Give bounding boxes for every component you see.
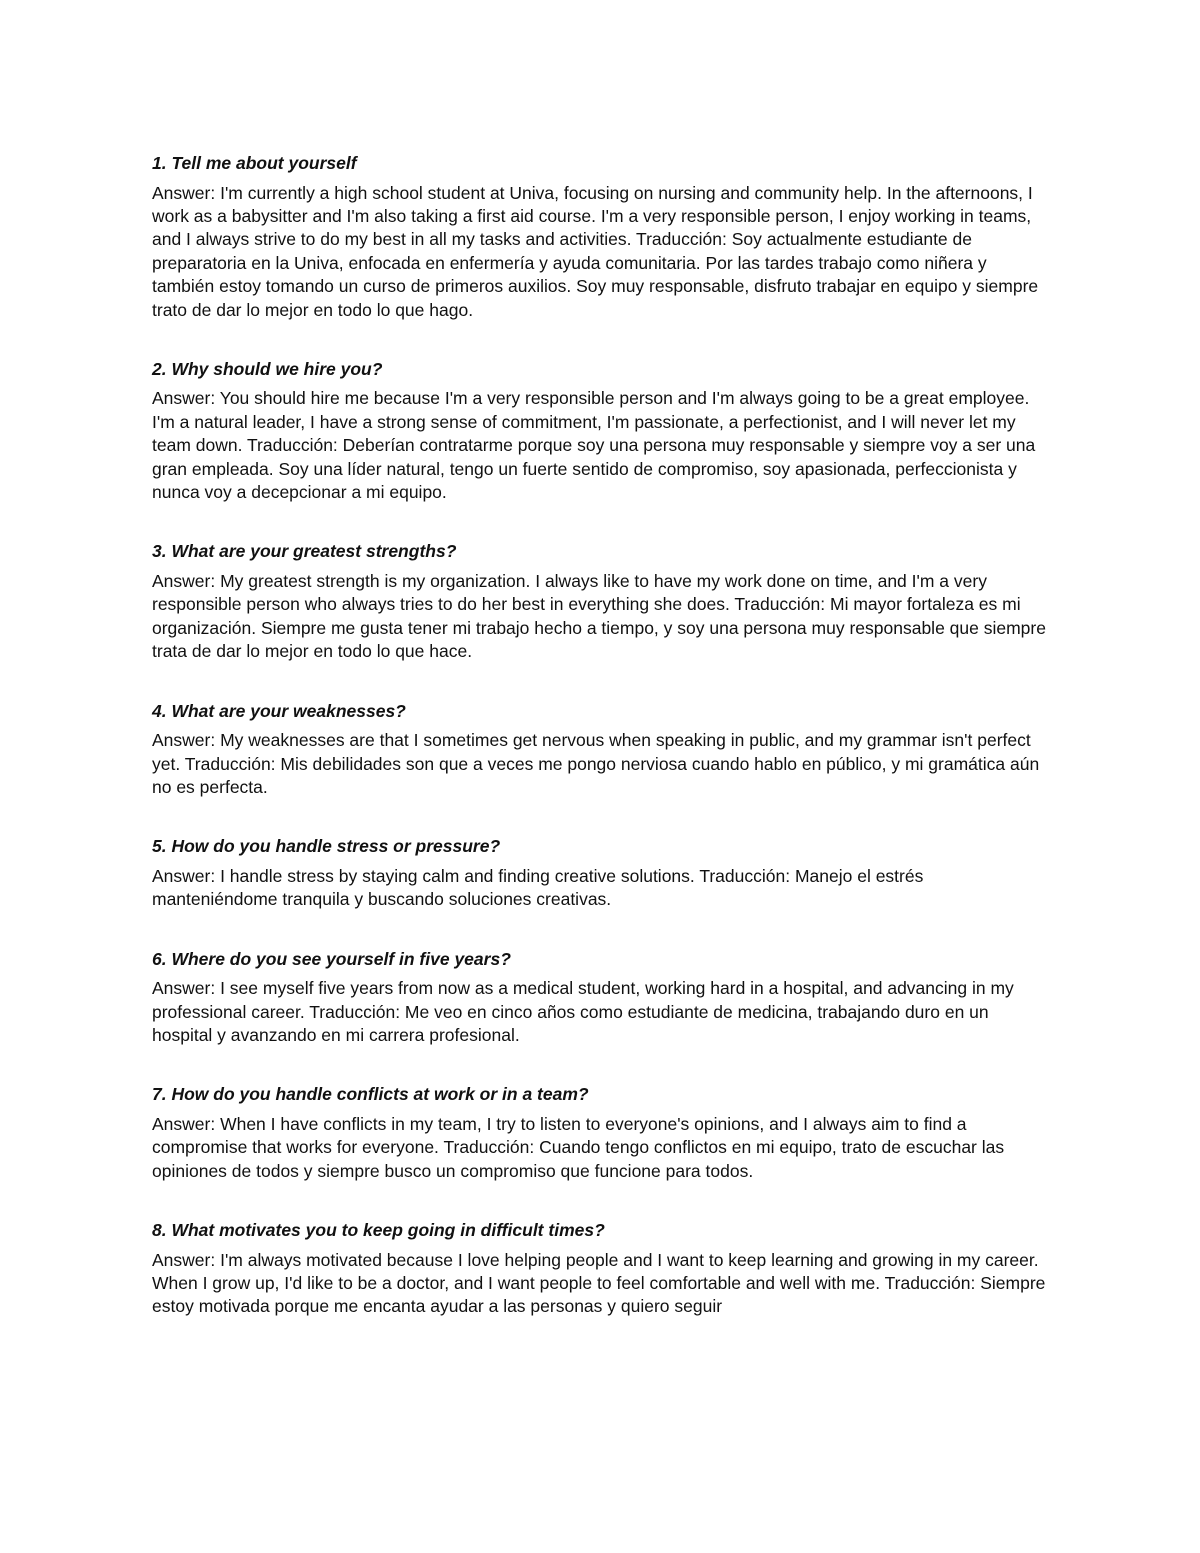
question-heading: 4. What are your weaknesses? [152, 700, 406, 721]
question-heading: 7. How do you handle conflicts at work or in a team? [152, 1084, 589, 1105]
qa-item-7 [152, 1083, 1052, 1183]
qa-item-6 [152, 948, 1052, 1048]
answer-paragraph: Answer: I handle stress by staying calm and finding creative solutions. Traducción: Manejo el estrés manteniéndome tranquila y buscando soluciones creativas. [152, 865, 924, 910]
question-heading: 2. Why should we hire you? [152, 358, 383, 379]
question-heading: 8. What motivates you to keep going in difficult times? [152, 1220, 605, 1241]
qa-item-5 [152, 835, 1052, 911]
document-page [152, 152, 1052, 1319]
answer-paragraph: Answer: My greatest strength is my organization. I always like to have my work done on time, and I'm a very responsible person who always tries to do her best in everything she does. Traducción: Mi mayor fortaleza es mi organización. Siempre me gusta tener mi trabajo hecho a tiempo, y soy una persona muy responsable que siempre trata de dar lo mejor en todo lo que hace. [152, 570, 1046, 662]
question-heading: 5. How do you handle stress or pressure? [152, 836, 501, 857]
answer-paragraph: Answer: You should hire me because I'm a very responsible person and I'm always going to be a great employee. I'm a natural leader, I have a strong sense of commitment, I'm passionate, a perfectionist, and I will never let my team down. Traducción: Deberían contratarme porque soy una persona muy responsable y siempre voy a ser una gran empleada. Soy una líder natural, tengo un fuerte sentido de compromiso, soy apasionada, perfeccionista y nunca voy a decepcionar a mi equipo. [152, 388, 1036, 503]
qa-item-8 [152, 1219, 1052, 1319]
answer-paragraph: Answer: My weaknesses are that I sometimes get nervous when speaking in public, and my grammar isn't perfect yet. Traducción: Mis debilidades son que a veces me pongo nerviosa cuando hablo en público, y mi gramática aún no es perfecta. [152, 730, 1040, 797]
answer-paragraph: Answer: When I have conflicts in my team, I try to listen to everyone's opinions, and I always aim to find a compromise that works for everyone. Traducción: Cuando tengo conflictos en mi equipo, trato de escuchar las opiniones de todos y siempre busco un compromiso que funcione para todos. [152, 1113, 1005, 1181]
answer-paragraph: Answer: I'm currently a high school student at Univa, focusing on nursing and community help. In the afternoons, I work as a babysitter and I'm also taking a first aid course. I'm a very responsible person, I enjoy working in teams, and I always strive to do my best in all my tasks and activities. Traducción: Soy actualmente estudiante de preparatoria en la Univa, enfocada en enfermería y ayuda comunitaria. Por las tardes trabajo como niñera y también estoy tomando un curso de primeros auxilios. Soy muy responsable, disfruto trabajar en equipo y siempre trato de dar lo mejor en todo lo que hago. [152, 182, 1039, 320]
answer-paragraph: Answer: I see myself five years from now as a medical student, working hard in a hospital, and advancing in my professional career. Traducción: Me veo en cinco años como estudiante de medicina, trabajando duro en un hospital y avanzando en mi carrera profesional. [152, 978, 1014, 1045]
question-heading: 1. Tell me about yourself [152, 153, 357, 173]
answer-paragraph: Answer: I'm always motivated because I love helping people and I want to keep learning and growing in my career. When I grow up, I'd like to be a doctor, and I want people to feel comfortable and well with me. Traducción: Siempre estoy motivada porque me encanta ayudar a las personas y quiero seguir [152, 1249, 1046, 1317]
qa-item-3 [152, 540, 1052, 663]
question-heading: 3. What are your greatest strengths? [152, 541, 457, 562]
qa-item-1 [152, 152, 1052, 322]
question-heading: 6. Where do you see yourself in five years? [152, 948, 511, 969]
qa-item-2 [152, 358, 1052, 505]
qa-item-4 [152, 700, 1052, 800]
